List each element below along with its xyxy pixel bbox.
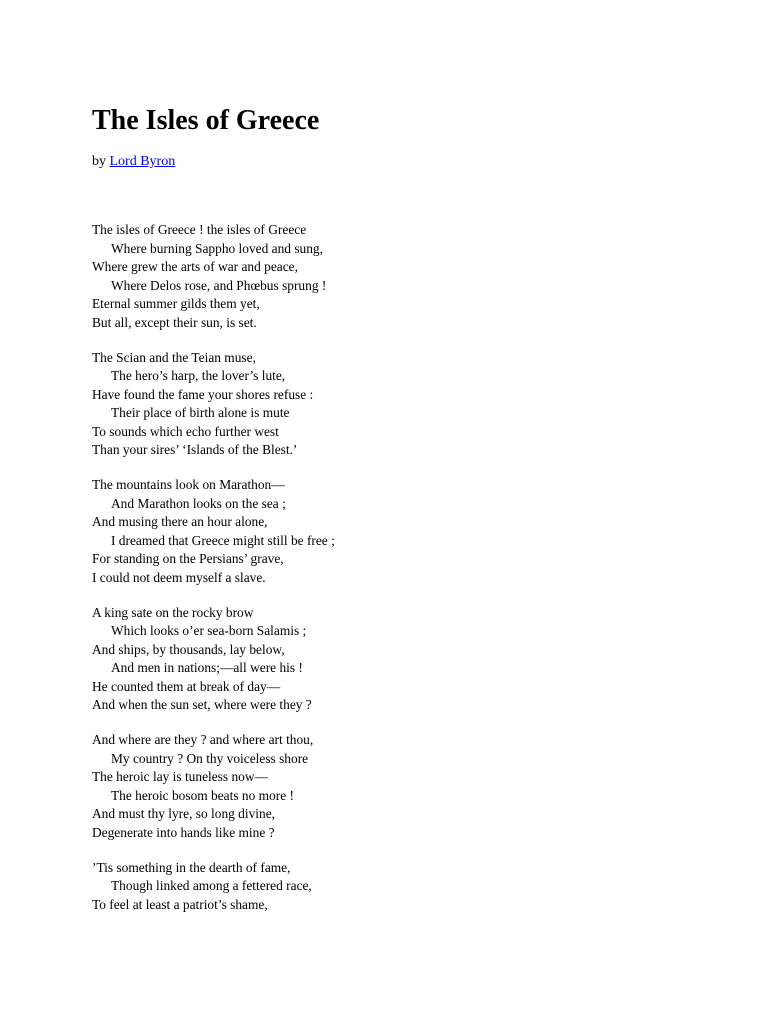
poem-line: Degenerate into hands like mine ?: [92, 824, 275, 840]
poem-line: Eternal summer gilds them yet,: [92, 296, 260, 311]
poem-line: Though linked among a fettered race,: [111, 878, 312, 893]
byline-prefix: by: [92, 154, 106, 169]
poem-line: Have found the fame your shores refuse :: [92, 386, 314, 402]
poem-line: And Marathon looks on the sea ;: [111, 495, 286, 511]
poem-line: For standing on the Persians’ grave,: [92, 551, 284, 566]
stanza: [92, 731, 692, 842]
poem-line: The mountains look on Marathon—: [92, 477, 285, 492]
poem-line: And men in nations;—all were his !: [111, 660, 303, 675]
poem-line: Where burning Sappho loved and sung,: [111, 240, 323, 256]
poem-line: The heroic lay is tuneless now—: [92, 769, 268, 784]
poem-line: The Scian and the Teian muse,: [92, 349, 256, 365]
page-title: The Isles of Greece: [92, 105, 320, 136]
stanza: [92, 859, 692, 915]
poem-line: And when the sun set, where were they ?: [92, 697, 312, 712]
poem-line: I could not deem myself a slave.: [92, 569, 266, 585]
poem-body: [92, 221, 692, 931]
poem-line: Which looks o’er sea-born Salamis ;: [111, 623, 307, 638]
stanza: [92, 221, 692, 332]
poem-line: But all, except their sun, is set.: [92, 314, 257, 330]
poem-line: The hero’s harp, the lover’s lute,: [111, 368, 286, 383]
poem-line: And where are they ? and where art thou,: [92, 732, 314, 747]
poem-line: He counted them at break of day—: [92, 678, 281, 694]
poem-line: And must thy lyre, so long divine,: [92, 806, 275, 821]
poem-line: And musing there an hour alone,: [92, 514, 268, 529]
poem-line: Than your sires’ ‘Islands of the Blest.’: [92, 442, 298, 457]
poem-line: And ships, by thousands, lay below,: [92, 641, 285, 657]
stanza: [92, 476, 692, 587]
stanza: [92, 349, 692, 460]
poem-line: To feel at least a patriot’s shame,: [92, 896, 268, 912]
poem-line: Where Delos rose, and Phœbus sprung !: [111, 277, 327, 293]
poem-line: Where grew the arts of war and peace,: [92, 259, 298, 274]
poem-line: Their place of birth alone is mute: [111, 405, 290, 420]
poem-line: A king sate on the rocky brow: [92, 604, 254, 620]
poem-line: The heroic bosom beats no more !: [111, 787, 294, 803]
byline: [92, 152, 175, 171]
poem-line: The isles of Greece ! the isles of Greece: [92, 222, 307, 237]
stanza: [92, 604, 692, 715]
poem-line: To sounds which echo further west: [92, 423, 279, 439]
poem-line: ’Tis something in the dearth of fame,: [92, 859, 291, 875]
author-link[interactable]: Lord Byron: [109, 154, 176, 169]
poem-line: I dreamed that Greece might still be free ;: [111, 532, 335, 548]
poem-line: My country ? On thy voiceless shore: [111, 750, 309, 766]
